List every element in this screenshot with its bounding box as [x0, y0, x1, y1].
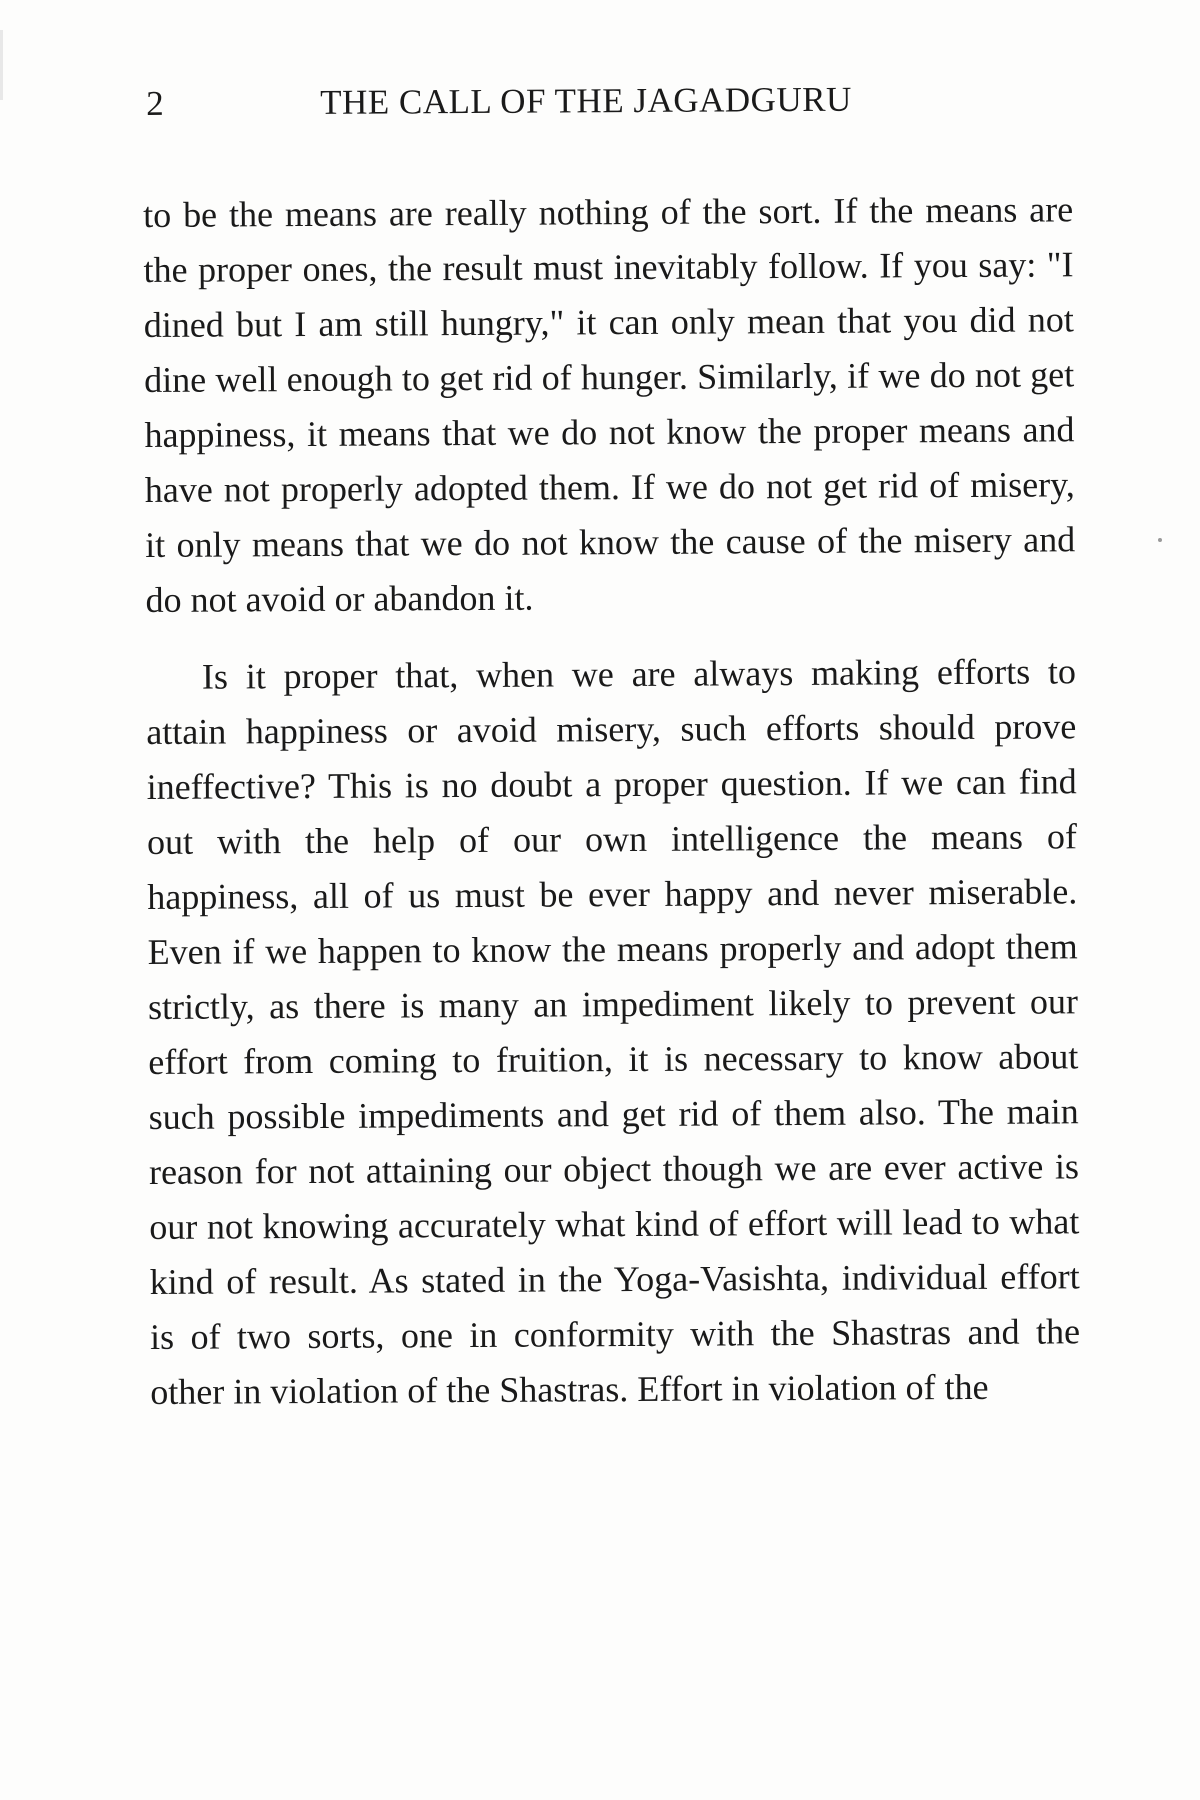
- page-edge-shadow: [0, 30, 3, 100]
- body-text: [143, 182, 1081, 1420]
- ink-speck: [1158, 538, 1162, 542]
- paragraph: Is it proper that, when we are always making efforts to attain happiness or avoid misery, such efforts should prove ineffective? This is no doubt a proper question. If we can find out with the help of our own intelligence the means of happiness, all of us must be ever happy and never miserable. Even if we happen to know the means properly and adopt them strictly, as there is many an impediment likely to prevent our effort from coming to fruition, it is necessary to know about such possible impediments and get rid of them also. The main reason for not attaining our object though we are ever active is our not knowing accurately what kind of effort will lead to what kind of result. As stated in the Yoga-Vasishta, individual effort is of two sorts, one in conformity with the Shastras and the other in violation of the Shastras. Effort in violation of the: [146, 651, 1081, 1412]
- page-header: [146, 76, 1076, 126]
- running-title: THE CALL OF THE JAGADGURU: [320, 79, 852, 122]
- page-number: 2: [146, 83, 165, 123]
- paragraph: to be the means are really nothing of the sort. If the means are the proper ones, the result must inevitably follow. If you say: "I dined but I am still hungry," it can only mean that you did not dine well enough to get rid of hunger. Similarly, if we do not get happiness, it means that we do not know the proper means and have not properly adopted them. If we do not get rid of misery, it only means that we do not know the cause of the misery and do not avoid or abandon it.: [143, 189, 1076, 620]
